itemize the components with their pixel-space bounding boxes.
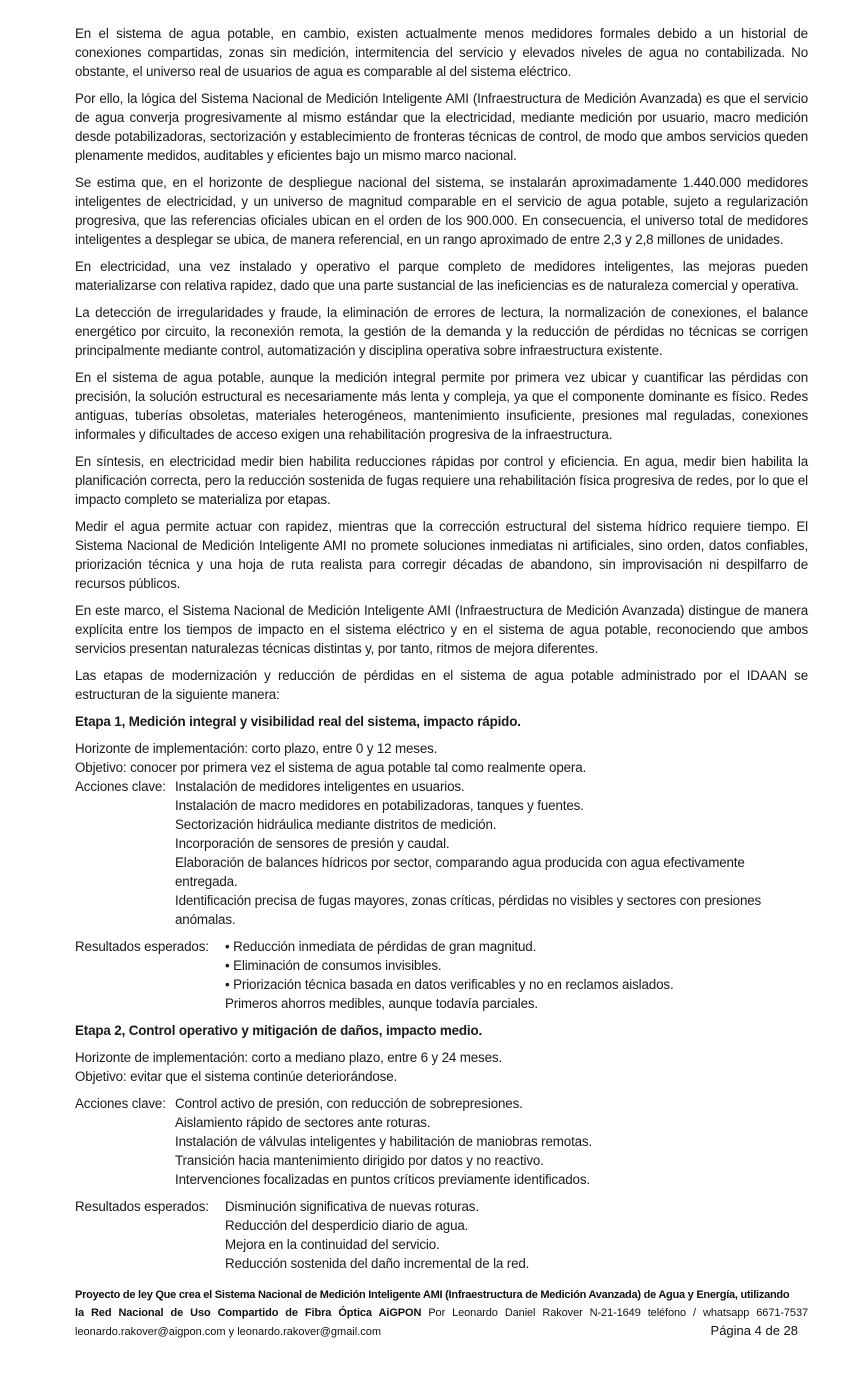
paragraph: Medir el agua permite actuar con rapidez, mientras que la corrección estructural del sistema hídrico requiere tiempo. El Sistema Nacional de Medición Inteligente AMI no promete soluciones inmediatas ni artificiales, sino orden, datos confiables, priorización técnica y una hoja de ruta realista para corregir décadas de abandono, sin improvisación ni despilfarro de recursos públicos.	[75, 519, 808, 591]
list-item: Control activo de presión, con reducción de sobrepresiones.	[175, 1096, 523, 1111]
list-item: Reducción del desperdicio diario de agua.	[225, 1218, 469, 1233]
paragraph: En síntesis, en electricidad medir bien habilita reducciones rápidas por control y eficiencia. En agua, medir bien habilita la planificación correcta, pero la reducción sostenida de fugas requiere una rehabilitación física progresiva de redes, por lo que el impacto completo se materializa por etapas.	[75, 454, 808, 507]
list-item: Disminución significativa de nuevas roturas.	[225, 1199, 479, 1214]
etapa-2-acciones	[75, 1094, 808, 1189]
list-item: • Reducción inmediata de pérdidas de gran magnitud.	[225, 939, 537, 954]
list-item: Sectorización hidráulica mediante distritos de medición.	[175, 817, 497, 832]
acciones-list	[175, 777, 808, 929]
footer-author-contact: Por Leonardo Daniel Rakover N-21-1649 teléfono / whatsapp 6671-7537	[421, 1307, 808, 1319]
paragraph: La detección de irregularidades y fraude, la eliminación de errores de lectura, la normalización de conexiones, el balance energético por circuito, la reconexión remota, la gestión de la demanda y la reducción de pérdidas no técnicas se corrigen principalmente mediante control, automatización y disciplina operativa sobre infraestructura existente.	[75, 305, 808, 358]
paragraph: En el sistema de agua potable, aunque la medición integral permite por primera vez ubicar y cuantificar las pérdidas con precisión, la solución estructural es necesariamente más lenta y compleja, ya que el componente dominante es físico. Redes antiguas, tuberías obsoletas, materiales heterogéneos, mantenimiento insuficiente, presiones mal reguladas, conexiones informales y dificultades de acceso exigen una rehabilitación progresiva de la infraestructura.	[75, 370, 808, 442]
etapa-2-objetivo: Objetivo: evitar que el sistema continúe deteriorándose.	[75, 1069, 398, 1084]
list-item: Instalación de válvulas inteligentes y habilitación de maniobras remotas.	[175, 1134, 593, 1149]
paragraph: En el sistema de agua potable, en cambio, existen actualmente menos medidores formales debido a un historial de conexiones compartidas, zonas sin medición, intermitencia del servicio y elevados niveles de agua no contabilizada. No obstante, el universo real de usuarios de agua es comparable al del sistema eléctrico.	[75, 26, 808, 79]
list-item: • Eliminación de consumos invisibles.	[225, 958, 442, 973]
list-item: Identificación precisa de fugas mayores, zonas críticas, pérdidas no visibles y sectores con presiones anómalas.	[175, 893, 762, 927]
resultados-list	[225, 1197, 808, 1273]
etapa-2-heading: Etapa 2, Control operativo y mitigación de daños, impacto medio.	[75, 1023, 483, 1038]
resultados-list	[225, 937, 808, 1013]
footer-author-line	[75, 1304, 808, 1322]
acciones-list	[175, 1094, 808, 1189]
etapa-1-horizonte: Horizonte de implementación: corto plazo, entre 0 y 12 meses.	[75, 741, 438, 756]
footer-network-name: la Red Nacional de Uso Compartido de Fibra Óptica AiGPON	[75, 1307, 422, 1319]
resultados-label: Resultados esperados:	[75, 1199, 209, 1214]
etapa-2-resultados	[75, 1197, 808, 1273]
list-item: Instalación de macro medidores en potabilizadoras, tanques y fuentes.	[175, 798, 584, 813]
acciones-label: Acciones clave:	[75, 1096, 166, 1111]
list-item: Primeros ahorros medibles, aunque todavía parciales.	[225, 996, 539, 1011]
etapa-2-horizonte: Horizonte de implementación: corto a mediano plazo, entre 6 y 24 meses.	[75, 1050, 503, 1065]
paragraph: Las etapas de modernización y reducción de pérdidas en el sistema de agua potable administrado por el IDAAN se estructuran de la siguiente manera:	[75, 668, 808, 702]
paragraph: En este marco, el Sistema Nacional de Medición Inteligente AMI (Infraestructura de Medición Avanzada) distingue de manera explícita entre los tiempos de impacto en el sistema eléctrico y en el sistema de agua potable, reconociendo que ambos servicios presentan naturalezas técnicas distintas y, por tanto, ritmos de mejora diferentes.	[75, 603, 808, 656]
etapa-1-section	[75, 712, 808, 1021]
paragraph: Por ello, la lógica del Sistema Nacional de Medición Inteligente AMI (Infraestructura de Medición Avanzada) es que el servicio de agua converja progresivamente al mismo estándar que la electricidad, mediante medición por usuario, macro medición desde potabilizadoras, sectorización y establecimiento de fronteras técnicas de control, de modo que ambos servicios queden plenamente medidos, auditables y eficientes bajo un mismo marco nacional.	[75, 91, 808, 163]
page-number: Página 4 de 28	[710, 1323, 798, 1338]
etapa-1-resultados	[75, 937, 808, 1013]
list-item: Incorporación de sensores de presión y caudal.	[175, 836, 450, 851]
list-item: Transición hacia mantenimiento dirigido por datos y no reactivo.	[175, 1153, 544, 1168]
resultados-label: Resultados esperados:	[75, 939, 209, 954]
footer-emails: leonardo.rakover@aigpon.com y leonardo.rakover@gmail.com	[75, 1326, 382, 1338]
etapa-1-heading: Etapa 1, Medición integral y visibilidad real del sistema, impacto rápido.	[75, 714, 521, 729]
etapa-1-acciones	[75, 777, 808, 929]
etapa-1-objetivo: Objetivo: conocer por primera vez el sistema de agua potable tal como realmente opera.	[75, 760, 587, 775]
list-item: Elaboración de balances hídricos por sector, comparando agua producida con agua efectivamente entregada.	[175, 855, 745, 889]
footer-bottom-row	[75, 1322, 808, 1341]
list-item: • Priorización técnica basada en datos verificables y no en reclamos aislados.	[225, 977, 674, 992]
document-page	[75, 24, 808, 1273]
page-footer	[75, 1286, 808, 1341]
paragraph: En electricidad, una vez instalado y operativo el parque completo de medidores inteligentes, las mejoras pueden materializarse con relativa rapidez, dado que una parte sustancial de las ineficiencias es de naturaleza comercial y operativa.	[75, 259, 808, 293]
acciones-label: Acciones clave:	[75, 779, 166, 794]
list-item: Aislamiento rápido de sectores ante roturas.	[175, 1115, 431, 1130]
list-item: Instalación de medidores inteligentes en usuarios.	[175, 779, 465, 794]
footer-project-title: Proyecto de ley Que crea el Sistema Nacional de Medición Inteligente AMI (Infraestructura de Medición Avanzada) de Agua y Energía, utilizando	[75, 1289, 790, 1301]
etapa-2-section	[75, 1021, 808, 1273]
list-item: Mejora en la continuidad del servicio.	[225, 1237, 440, 1252]
list-item: Intervenciones focalizadas en puntos críticos previamente identificados.	[175, 1172, 590, 1187]
list-item: Reducción sostenida del daño incremental de la red.	[225, 1256, 530, 1271]
paragraph: Se estima que, en el horizonte de despliegue nacional del sistema, se instalarán aproximadamente 1.440.000 medidores inteligentes de electricidad, y un universo de magnitud comparable en el servicio de agua potable, sujeto a regularización progresiva, que las referencias oficiales ubican en el orden de los 900.000. En consecuencia, el universo total de medidores inteligentes a desplegar se ubica, de manera referencial, en un rango aproximado de entre 2,3 y 2,8 millones de unidades.	[75, 175, 808, 247]
